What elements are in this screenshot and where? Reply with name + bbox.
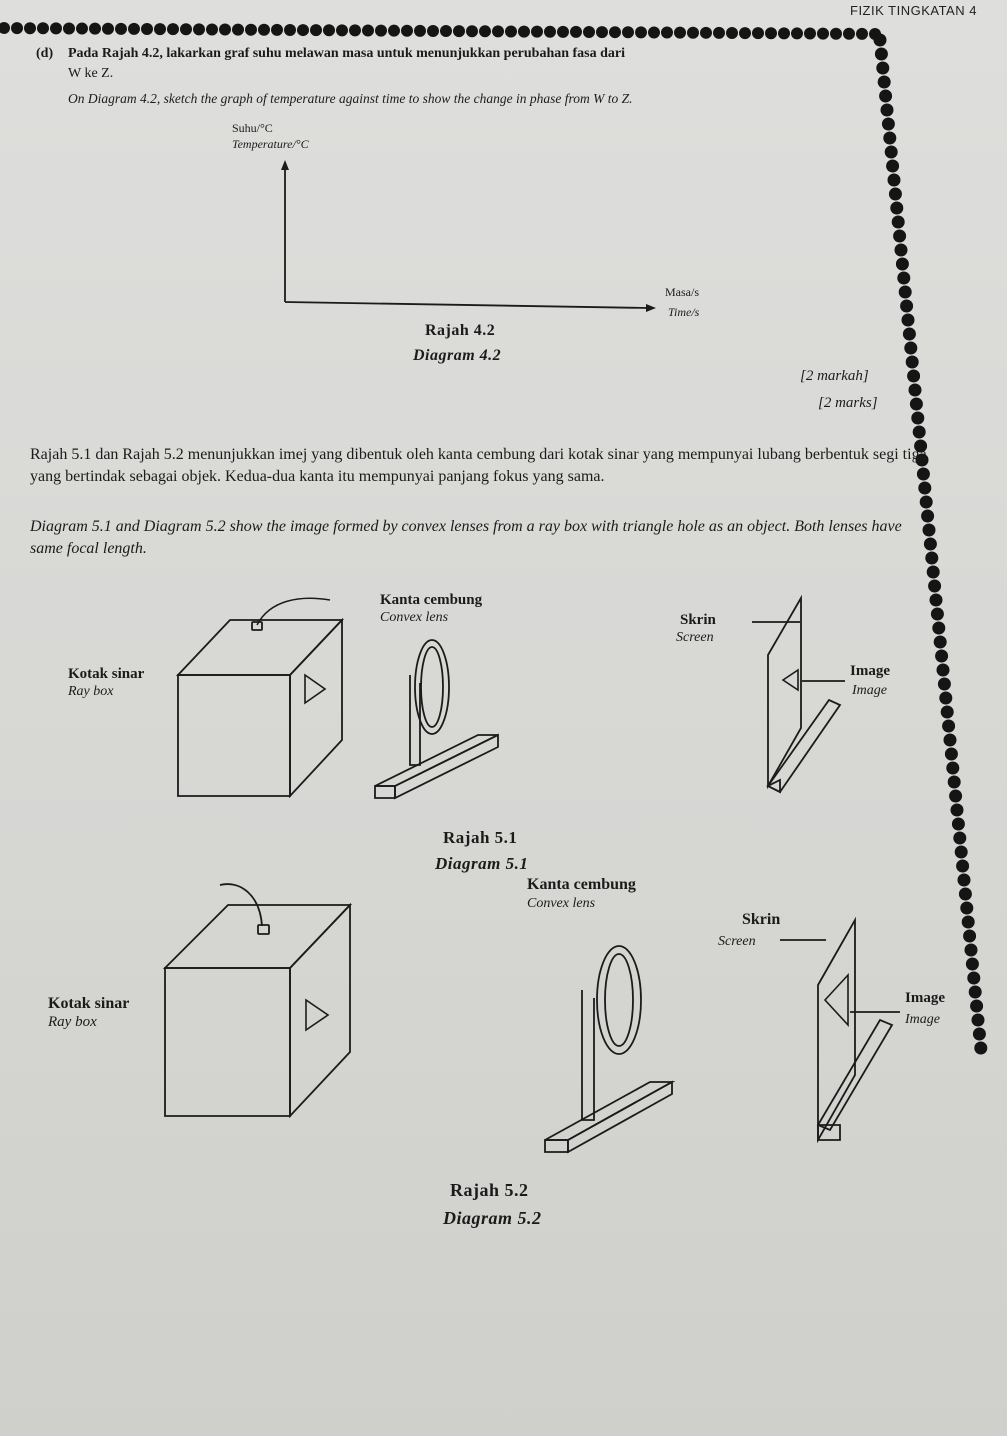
diagram-5-2-caption-english: Diagram 5.2 xyxy=(443,1208,542,1228)
d52-screen-malay: Skrin xyxy=(742,911,781,928)
marks-malay: [2 markah] xyxy=(800,368,869,384)
question-d-malay-line1: Pada Rajah 4.2, lakarkan graf suhu melawan masa untuk menunjukkan perubahan fasa dari xyxy=(68,46,626,61)
d52-lens-english: Convex lens xyxy=(527,896,596,911)
question5-english: Diagram 5.1 and Diagram 5.2 show the image formed by convex lenses from a ray box with triangle hole as an object. Both lenses have same focal length. xyxy=(30,518,902,557)
d52-screen-english: Screen xyxy=(718,934,756,949)
diagram-5-1-caption-english: Diagram 5.1 xyxy=(435,854,529,873)
d52-image-malay: Image xyxy=(905,990,945,1006)
d52-lens-malay: Kanta cembung xyxy=(527,876,636,893)
graph-xlabel-malay: Masa/s xyxy=(665,285,699,299)
question-d-number: (d) xyxy=(36,46,54,61)
diagram-5-1-caption-malay: Rajah 5.1 xyxy=(443,828,518,847)
d51-raybox-malay: Kotak sinar xyxy=(68,666,145,682)
d51-lens-malay: Kanta cembung xyxy=(380,592,483,608)
d51-raybox-english: Ray box xyxy=(68,684,114,699)
diagram-4-2-caption-malay: Rajah 4.2 xyxy=(425,322,496,339)
graph-xlabel-english: Time/s xyxy=(668,305,700,319)
d52-raybox-english: Ray box xyxy=(48,1014,97,1030)
d51-image-english: Image xyxy=(852,683,887,698)
d51-image-malay: Image xyxy=(850,663,890,679)
graph-ylabel-malay: Suhu/°C xyxy=(232,121,273,135)
d52-raybox-malay: Kotak sinar xyxy=(48,995,130,1012)
question5-malay: Rajah 5.1 dan Rajah 5.2 menunjukkan imej yang dibentuk oleh kanta cembung dari kotak sinar yang mempunyai lubang berbentuk segi tiga yang bertindak sebagai objek. Kedua-dua kanta itu mempunyai panjang fokus yang sama. xyxy=(30,446,927,485)
d52-image-english: Image xyxy=(905,1012,940,1027)
marks-english: [2 marks] xyxy=(818,395,878,411)
question-d-malay-line2: W ke Z. xyxy=(68,66,114,81)
d51-lens-english: Convex lens xyxy=(380,610,449,625)
diagram-5-2-caption-malay: Rajah 5.2 xyxy=(450,1180,529,1200)
d51-screen-english: Screen xyxy=(676,630,714,645)
d51-screen-malay: Skrin xyxy=(680,612,716,628)
diagram-4-2-caption-english: Diagram 4.2 xyxy=(413,347,502,364)
graph-ylabel-english: Temperature/°C xyxy=(232,137,309,151)
page-header: FIZIK TINGKATAN 4 xyxy=(850,3,977,18)
question-d-english: On Diagram 4.2, sketch the graph of temperature against time to show the change in phase from W to Z. xyxy=(68,91,633,106)
